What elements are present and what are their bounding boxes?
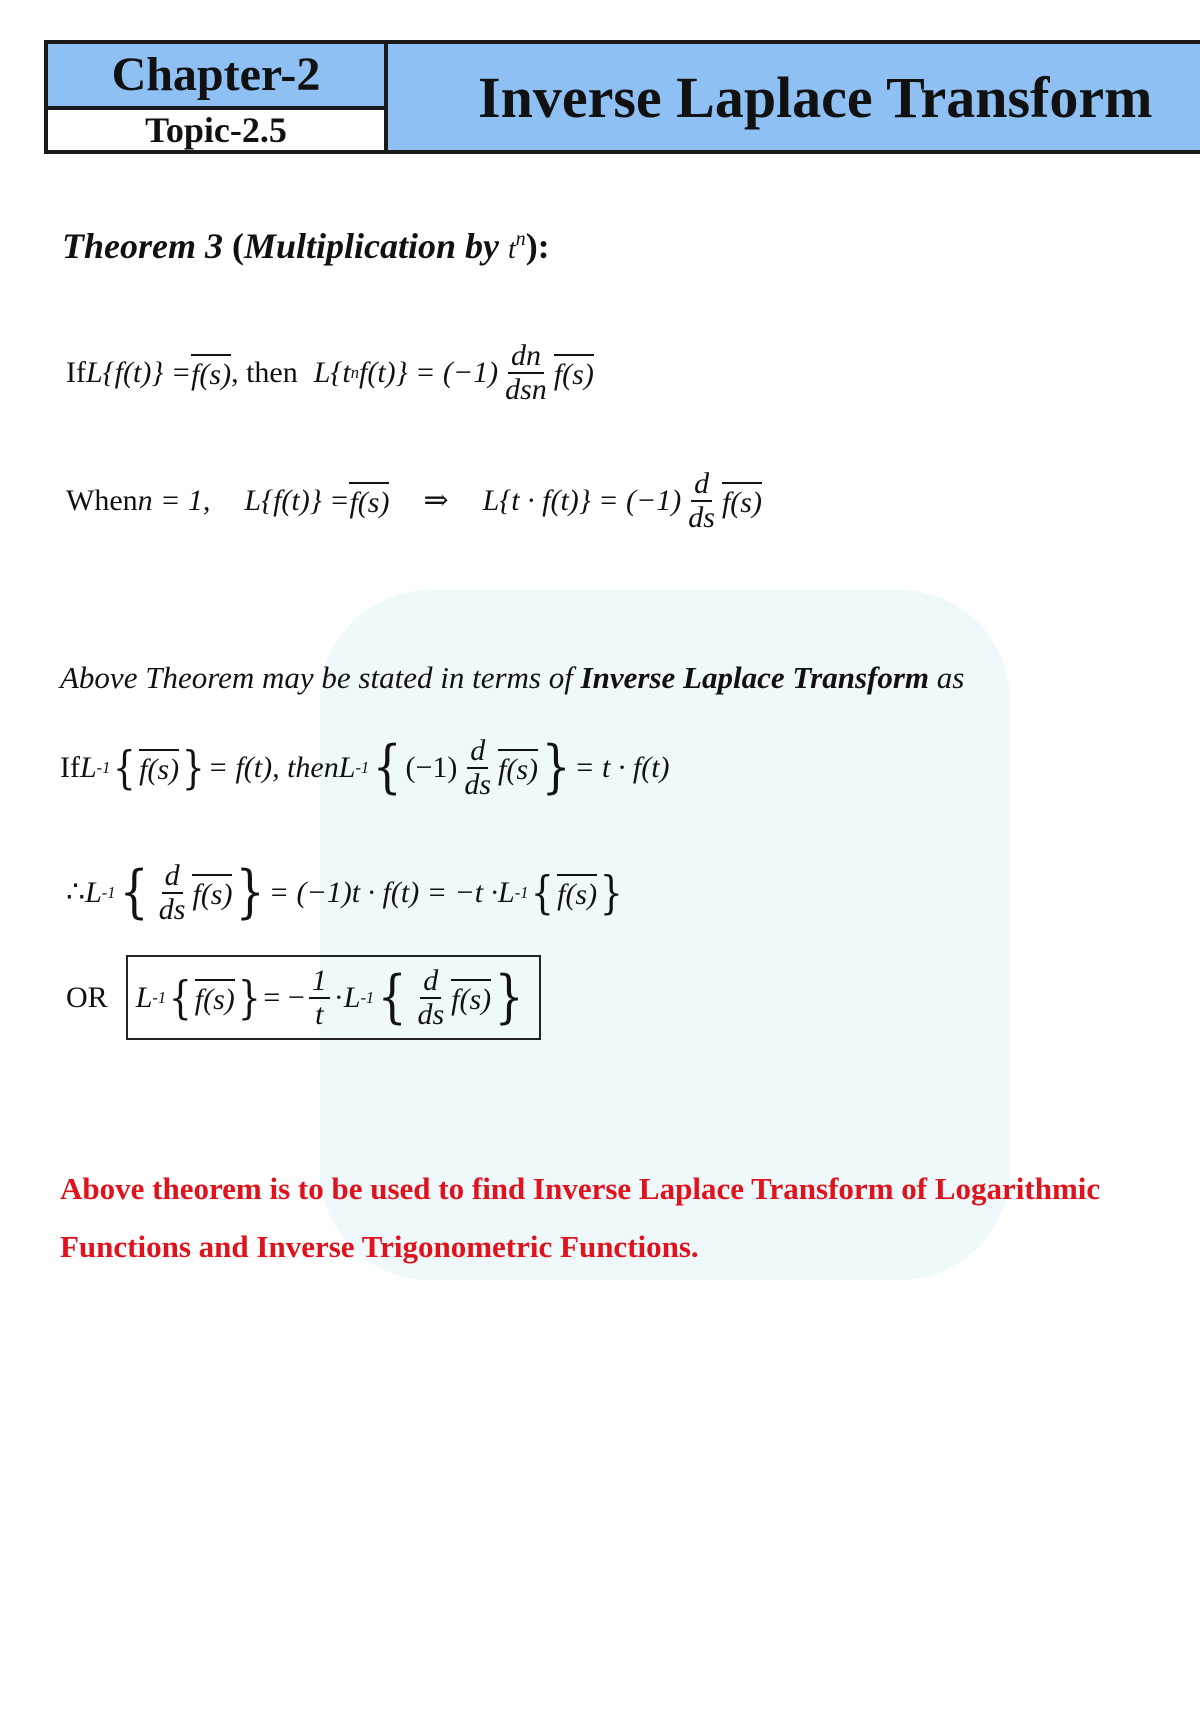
eq3-neg: (−1) xyxy=(405,750,458,784)
equation-4 xyxy=(66,860,626,925)
right-brace: } xyxy=(181,741,205,794)
chapter-label: Chapter-2 xyxy=(48,44,384,110)
eq1-fs2: f(s) xyxy=(554,354,594,392)
equation-2 xyxy=(66,468,762,533)
eq3-derivative xyxy=(461,735,494,800)
eq5-dot: · xyxy=(333,980,344,1014)
eq5-derivative xyxy=(414,965,447,1030)
stated-bold: Inverse Laplace Transform xyxy=(580,660,930,695)
eq3-linv2: L xyxy=(338,750,356,784)
left-brace: { xyxy=(372,734,402,800)
eq2-derivative xyxy=(685,468,718,533)
eq4-linv2: L xyxy=(498,875,515,909)
eq4-linv: L xyxy=(85,875,102,909)
eq4-frac-num: d xyxy=(162,860,183,894)
eq2-frac-den: ds xyxy=(688,500,715,534)
theorem-open: ( xyxy=(222,226,244,266)
eq5-fs: f(s) xyxy=(195,979,235,1017)
eq2-when: When xyxy=(66,483,138,517)
eq5-eq: = − xyxy=(263,980,305,1014)
eq5-frac-den: ds xyxy=(417,997,445,1031)
eq2-fs2: f(s) xyxy=(722,482,762,520)
eq5-one-den: t xyxy=(315,997,324,1031)
stated-post: as xyxy=(929,660,965,695)
eq3-inv: -1 xyxy=(96,757,111,777)
eq3-frac-den: ds xyxy=(464,767,492,801)
eq5-fs2: f(s) xyxy=(451,979,491,1017)
header-left xyxy=(48,44,388,150)
eq1-then: , then xyxy=(231,355,298,389)
eq5-one-over-t xyxy=(309,965,330,1030)
eq4-derivative xyxy=(156,860,189,925)
eq5-or: OR xyxy=(66,980,108,1014)
eq4-inv: -1 xyxy=(101,882,116,902)
eq4-inv2: -1 xyxy=(514,882,529,902)
eq2-lhs: L{f(t)} = xyxy=(244,483,350,517)
eq1-lhs: L{f(t)} = xyxy=(85,355,192,389)
theorem-heading xyxy=(62,225,550,267)
eq3-fs2: f(s) xyxy=(498,749,538,787)
eq1-rhs-b: f(t)} = (−1) xyxy=(359,355,499,389)
topic-label: Topic-2.5 xyxy=(48,110,384,150)
left-brace: { xyxy=(168,971,192,1024)
eq1-frac-den: dsn xyxy=(505,372,547,406)
eq4-fs2: f(s) xyxy=(557,874,597,912)
equation-1 xyxy=(66,340,594,405)
eq2-cond: n = 1, xyxy=(137,483,211,517)
eq1-rhs-a: L{t xyxy=(313,355,351,389)
equation-5 xyxy=(66,955,541,1040)
left-brace: { xyxy=(113,741,137,794)
eq4-fs: f(s) xyxy=(192,874,232,912)
right-brace: } xyxy=(599,866,623,919)
left-brace: { xyxy=(377,964,407,1030)
stated-pre: Above Theorem may be stated in terms of xyxy=(60,660,581,695)
equation-3 xyxy=(60,735,670,800)
right-brace: } xyxy=(494,964,524,1030)
eq4-frac-den: ds xyxy=(158,892,186,926)
eq3-inv2: -1 xyxy=(355,757,370,777)
page-header xyxy=(44,40,1200,154)
eq2-fs: f(s) xyxy=(349,482,389,520)
right-brace: } xyxy=(236,859,266,925)
eq5-inv: -1 xyxy=(152,987,167,1007)
theorem-close: ): xyxy=(525,226,550,266)
eq3-linv: L xyxy=(79,750,97,784)
eq4-therefore: ∴ xyxy=(66,876,86,909)
theorem-name: Multiplication by xyxy=(243,226,500,266)
eq2-rhs: L{t · f(t)} = (−1) xyxy=(482,483,682,517)
boxed-result xyxy=(126,955,542,1040)
eq3-fs: f(s) xyxy=(139,749,179,787)
theorem-var-t: t xyxy=(508,234,516,265)
eq5-linv: L xyxy=(135,980,153,1014)
theorem-var-n: n xyxy=(515,228,526,250)
page-title: Inverse Laplace Transform xyxy=(388,44,1200,150)
eq3-mid: = f(t), then xyxy=(207,750,339,784)
eq1-if: If xyxy=(66,355,86,389)
eq2-implies: ⇒ xyxy=(423,484,449,517)
eq5-frac-num: d xyxy=(420,965,441,999)
eq4-mid: = (−1)t · f(t) = −t · xyxy=(268,875,499,909)
right-brace: } xyxy=(541,734,571,800)
eq5-linv2: L xyxy=(343,980,361,1014)
eq2-frac-num: d xyxy=(691,468,712,502)
note-line-1: Above theorem is to be used to find Inverse Laplace Transform of Logarithmic xyxy=(60,1171,1101,1206)
eq1-derivative xyxy=(502,340,550,405)
eq1-rhs-n: n xyxy=(350,362,359,382)
right-brace: } xyxy=(237,971,261,1024)
eq3-frac-num: d xyxy=(467,735,488,769)
eq3-if: If xyxy=(60,750,80,784)
note-line-2: Functions and Inverse Trigonometric Functions. xyxy=(60,1229,699,1264)
left-brace: { xyxy=(119,859,149,925)
eq5-one-num: 1 xyxy=(309,965,330,999)
eq1-frac-num: dn xyxy=(508,340,544,374)
eq3-rhs: = t · f(t) xyxy=(574,750,670,784)
usage-note xyxy=(60,1160,1200,1276)
eq5-inv2: -1 xyxy=(360,987,375,1007)
restatement-sentence xyxy=(60,660,964,696)
left-brace: { xyxy=(531,866,555,919)
theorem-label: Theorem 3 xyxy=(62,226,223,266)
eq1-fs: f(s) xyxy=(191,354,231,392)
